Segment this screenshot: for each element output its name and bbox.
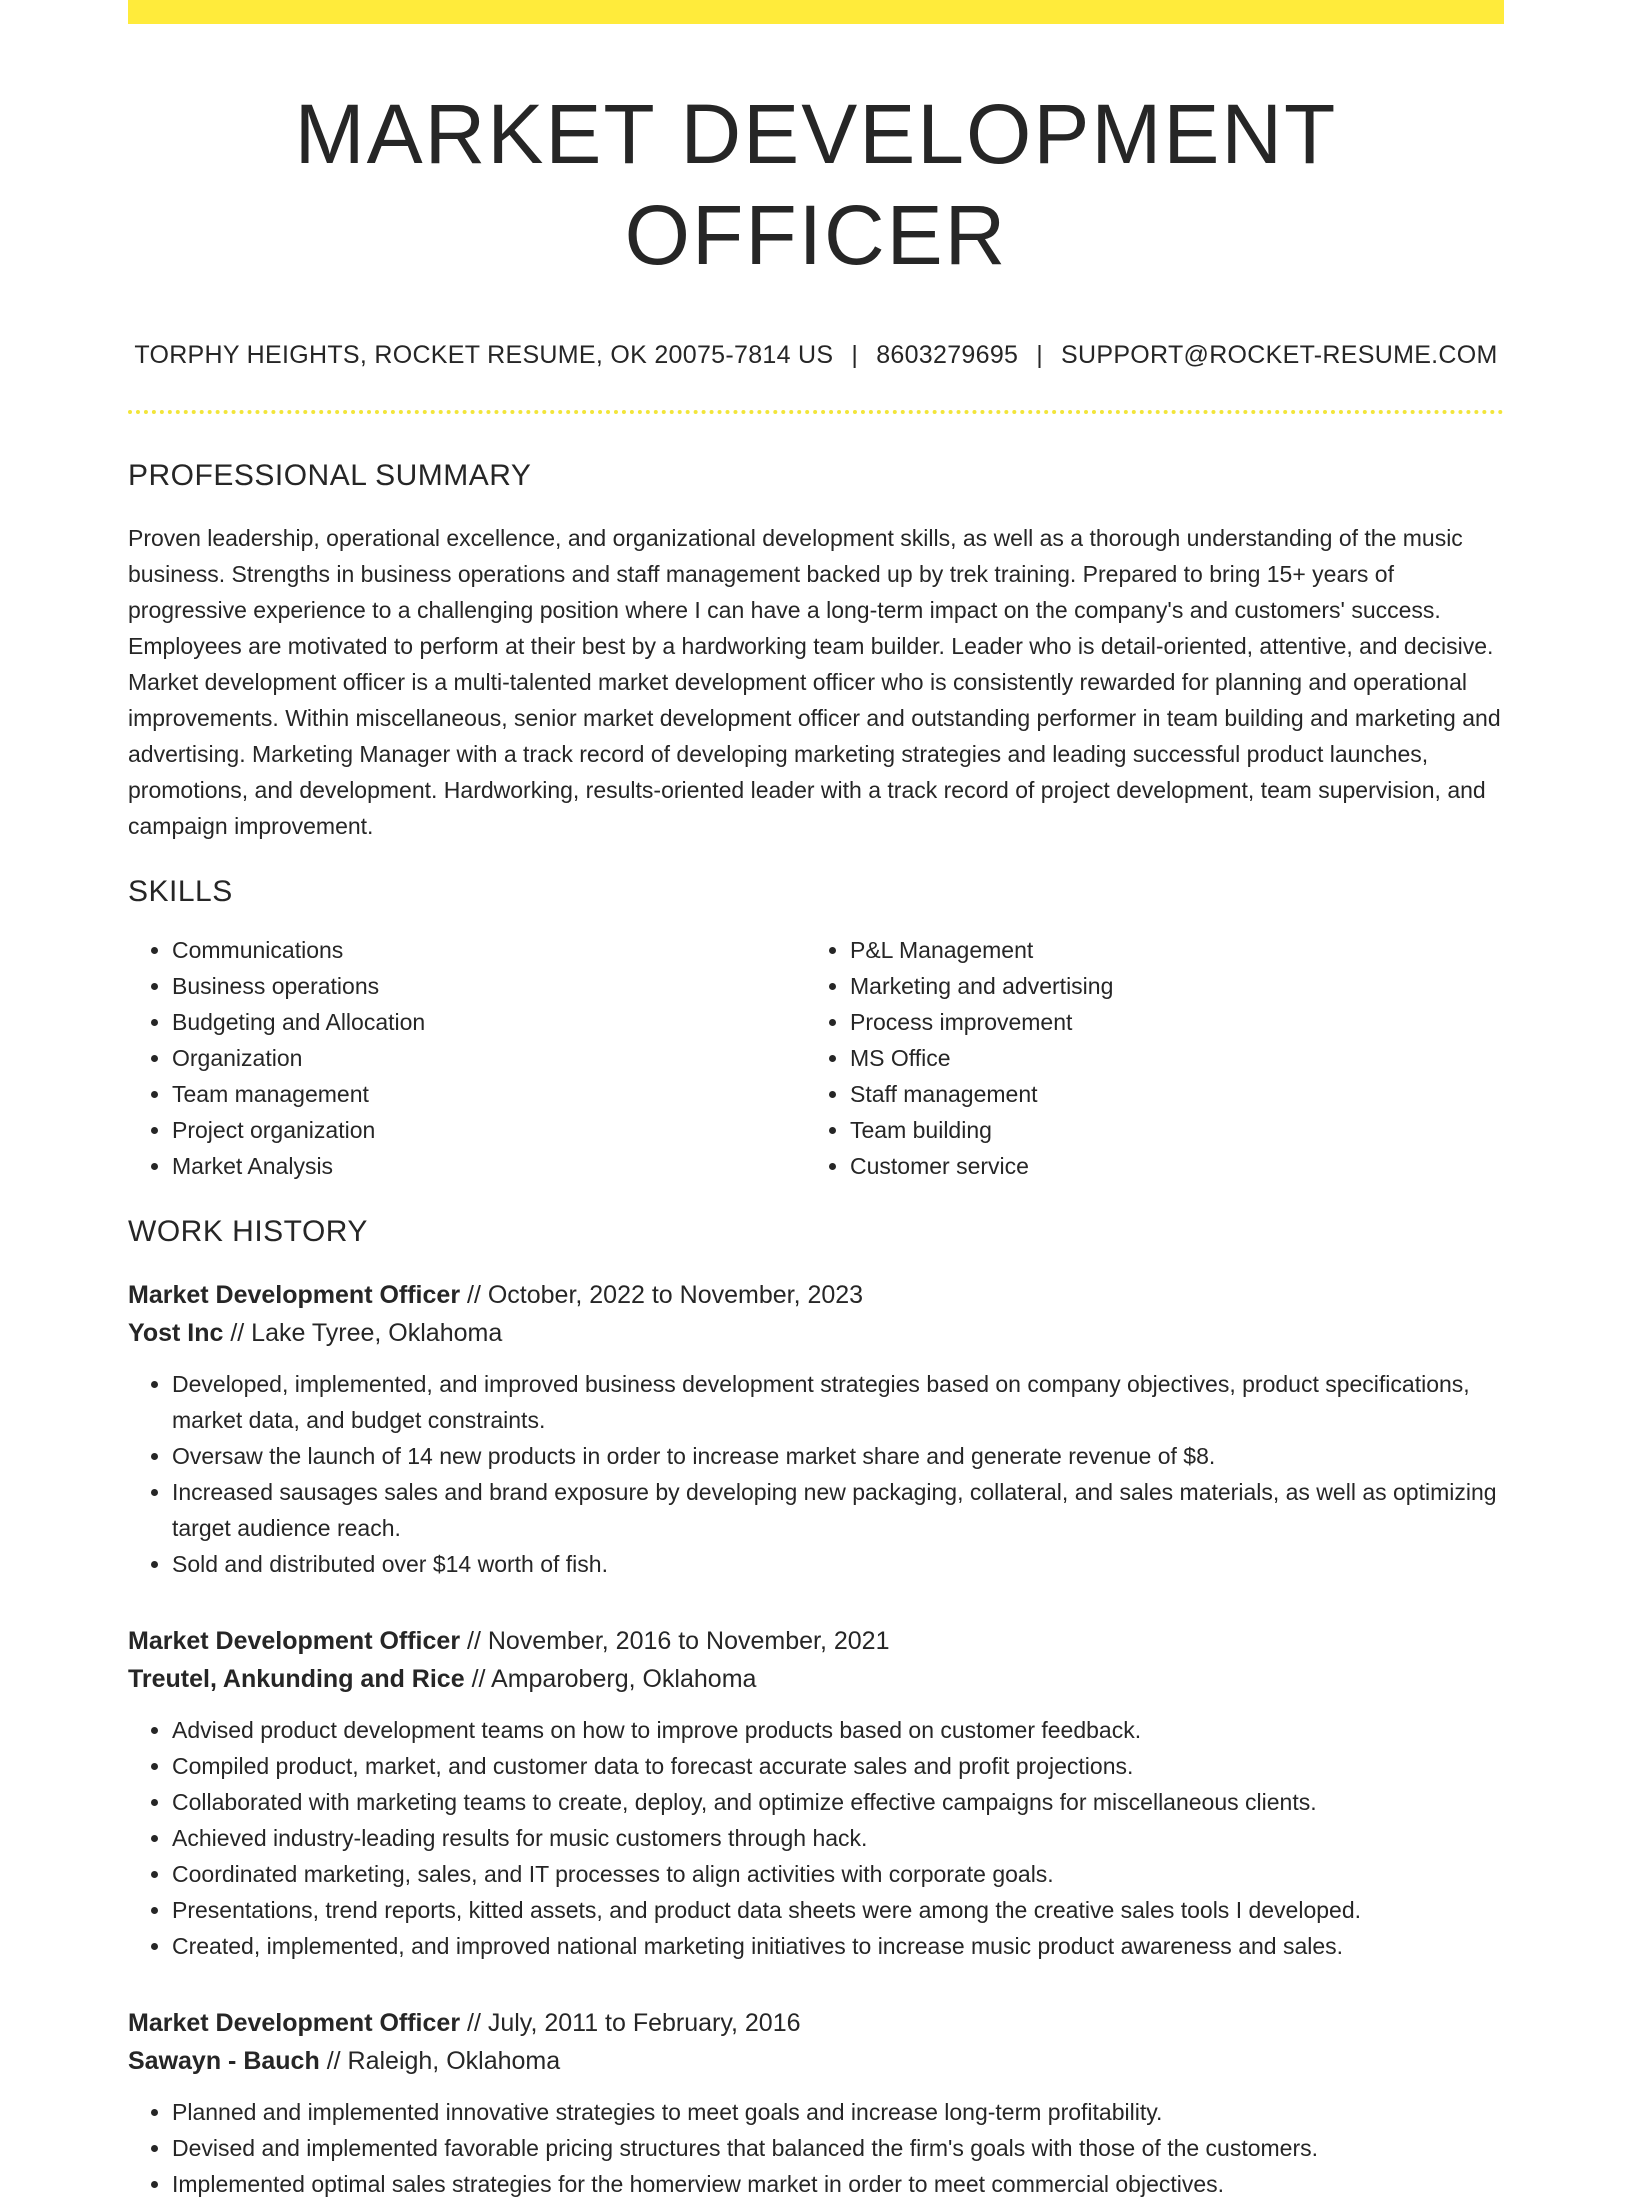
job-bullet: • Achieved industry-leading results for music customers through hack. — [172, 1820, 1504, 1856]
summary-heading: PROFESSIONAL SUMMARY — [128, 458, 532, 492]
job-bullets — [128, 1712, 1504, 1964]
job-company-line — [128, 1660, 1504, 1698]
skills-list — [128, 932, 1504, 1184]
skill-item: • Project organization — [172, 1112, 806, 1148]
job-title: Market Development Officer — [128, 1626, 461, 1655]
skill-item: • Communications — [172, 932, 806, 968]
work-history-heading: WORK HISTORY — [128, 1214, 368, 1248]
job-dates: // October, 2022 to November, 2023 — [467, 1280, 864, 1309]
job-bullet: • Coordinated marketing, sales, and IT processes to align activities with corporate goals. — [172, 1856, 1504, 1892]
job-bullets — [128, 1366, 1504, 1582]
job-bullet: • Developed, implemented, and improved business development strategies based on company objectives, product specifications, market data, and budget constraints. — [172, 1366, 1504, 1438]
skill-item: • Staff management — [850, 1076, 1484, 1112]
job-bullet: • Advised product development teams on how to improve products based on customer feedback. — [172, 1712, 1504, 1748]
contact-email: SUPPORT@ROCKET-RESUME.COM — [1061, 340, 1498, 369]
job-company: Yost Inc — [128, 1318, 224, 1347]
skill-item: • MS Office — [850, 1040, 1484, 1076]
skill-item: • Business operations — [172, 968, 806, 1004]
contact-separator: | — [851, 340, 859, 369]
accent-bar — [128, 0, 1504, 24]
job-bullet: • Devised and implemented favorable pricing structures that balanced the firm's goals with those of the customers. — [172, 2130, 1504, 2166]
skill-item: • Customer service — [850, 1148, 1484, 1184]
job-bullet: • Presentations, trend reports, kitted assets, and product data sheets were among the creative sales tools I developed. — [172, 1892, 1504, 1928]
job-bullet: • Created, implemented, and improved national marketing initiatives to increase music product awareness and sales. — [172, 1928, 1504, 1964]
contact-phone: 8603279695 — [876, 340, 1019, 369]
job-location: // Lake Tyree, Oklahoma — [230, 1318, 503, 1347]
job-bullet: • Planned and implemented innovative strategies to meet goals and increase long-term profitability. — [172, 2094, 1504, 2130]
skill-item: • Marketing and advertising — [850, 968, 1484, 1004]
job-dates: // July, 2011 to February, 2016 — [467, 2008, 801, 2037]
resume-page — [128, 0, 1504, 2202]
job-company: Sawayn - Bauch — [128, 2046, 320, 2075]
job-title: Market Development Officer — [128, 2008, 461, 2037]
job-title: Market Development Officer — [128, 1280, 461, 1309]
job-title-line — [128, 1622, 1504, 1660]
job-location: // Amparoberg, Oklahoma — [471, 1664, 757, 1693]
job-bullet: • Increased sausages sales and brand exposure by developing new packaging, collateral, and sales materials, as well as optimizing target audience reach. — [172, 1474, 1504, 1546]
job-entry — [128, 1276, 1504, 1582]
job-title-line — [128, 1276, 1504, 1314]
skill-item: • P&L Management — [850, 932, 1484, 968]
contact-separator: | — [1036, 340, 1044, 369]
job-bullet: • Sold and distributed over $14 worth of fish. — [172, 1546, 1504, 1582]
skill-item: • Team management — [172, 1076, 806, 1112]
dotted-divider — [128, 410, 1504, 414]
job-company-line — [128, 1314, 1504, 1352]
job-bullet: • Collaborated with marketing teams to create, deploy, and optimize effective campaigns for miscellaneous clients. — [172, 1784, 1504, 1820]
job-entry — [128, 1622, 1504, 1964]
contact-address: TORPHY HEIGHTS, ROCKET RESUME, OK 20075-7814 US — [134, 340, 834, 369]
skills-heading: SKILLS — [128, 874, 233, 908]
job-bullet: • Oversaw the launch of 14 new products in order to increase market share and generate revenue of $8. — [172, 1438, 1504, 1474]
skills-column-right — [806, 932, 1484, 1184]
page-title: MARKET DEVELOPMENT OFFICER — [294, 87, 1338, 282]
skill-item: • Market Analysis — [172, 1148, 806, 1184]
skills-column-left — [128, 932, 806, 1184]
contact-line — [128, 340, 1504, 370]
job-location: // Raleigh, Oklahoma — [326, 2046, 561, 2075]
job-title-line — [128, 2004, 1504, 2042]
job-company-line — [128, 2042, 1504, 2080]
summary-text: Proven leadership, operational excellence, and organizational development skills, as well as a thorough understanding of the music business. Strengths in business operations and staff management backed up by trek training. Prepared to bring 15+ years of progressive experience to a challenging position where I can have a long-term impact on the company's and customers' success. Employees are motivated to perform at their best by a hardworking team builder. Leader who is detail-oriented, attentive, and decisive. Market development officer is a multi-talented market development officer who is consistently rewarded for planning and operational improvements. Within miscellaneous, senior market development officer and outstanding performer in team building and marketing and advertising. Marketing Manager with a track record of developing marketing strategies and leading successful product launches, promotions, and development. Hardworking, results-oriented leader with a track record of project development, team supervision, and campaign improvement. — [128, 524, 1501, 839]
job-bullets — [128, 2094, 1504, 2202]
job-entry — [128, 2004, 1504, 2202]
skill-item: • Process improvement — [850, 1004, 1484, 1040]
skill-item: • Team building — [850, 1112, 1484, 1148]
skill-item: • Organization — [172, 1040, 806, 1076]
skill-item: • Budgeting and Allocation — [172, 1004, 806, 1040]
job-bullet: • Compiled product, market, and customer data to forecast accurate sales and profit projections. — [172, 1748, 1504, 1784]
job-bullet: • Implemented optimal sales strategies for the homerview market in order to meet commercial objectives. — [172, 2166, 1504, 2202]
job-dates: // November, 2016 to November, 2021 — [467, 1626, 890, 1655]
job-company: Treutel, Ankunding and Rice — [128, 1664, 465, 1693]
